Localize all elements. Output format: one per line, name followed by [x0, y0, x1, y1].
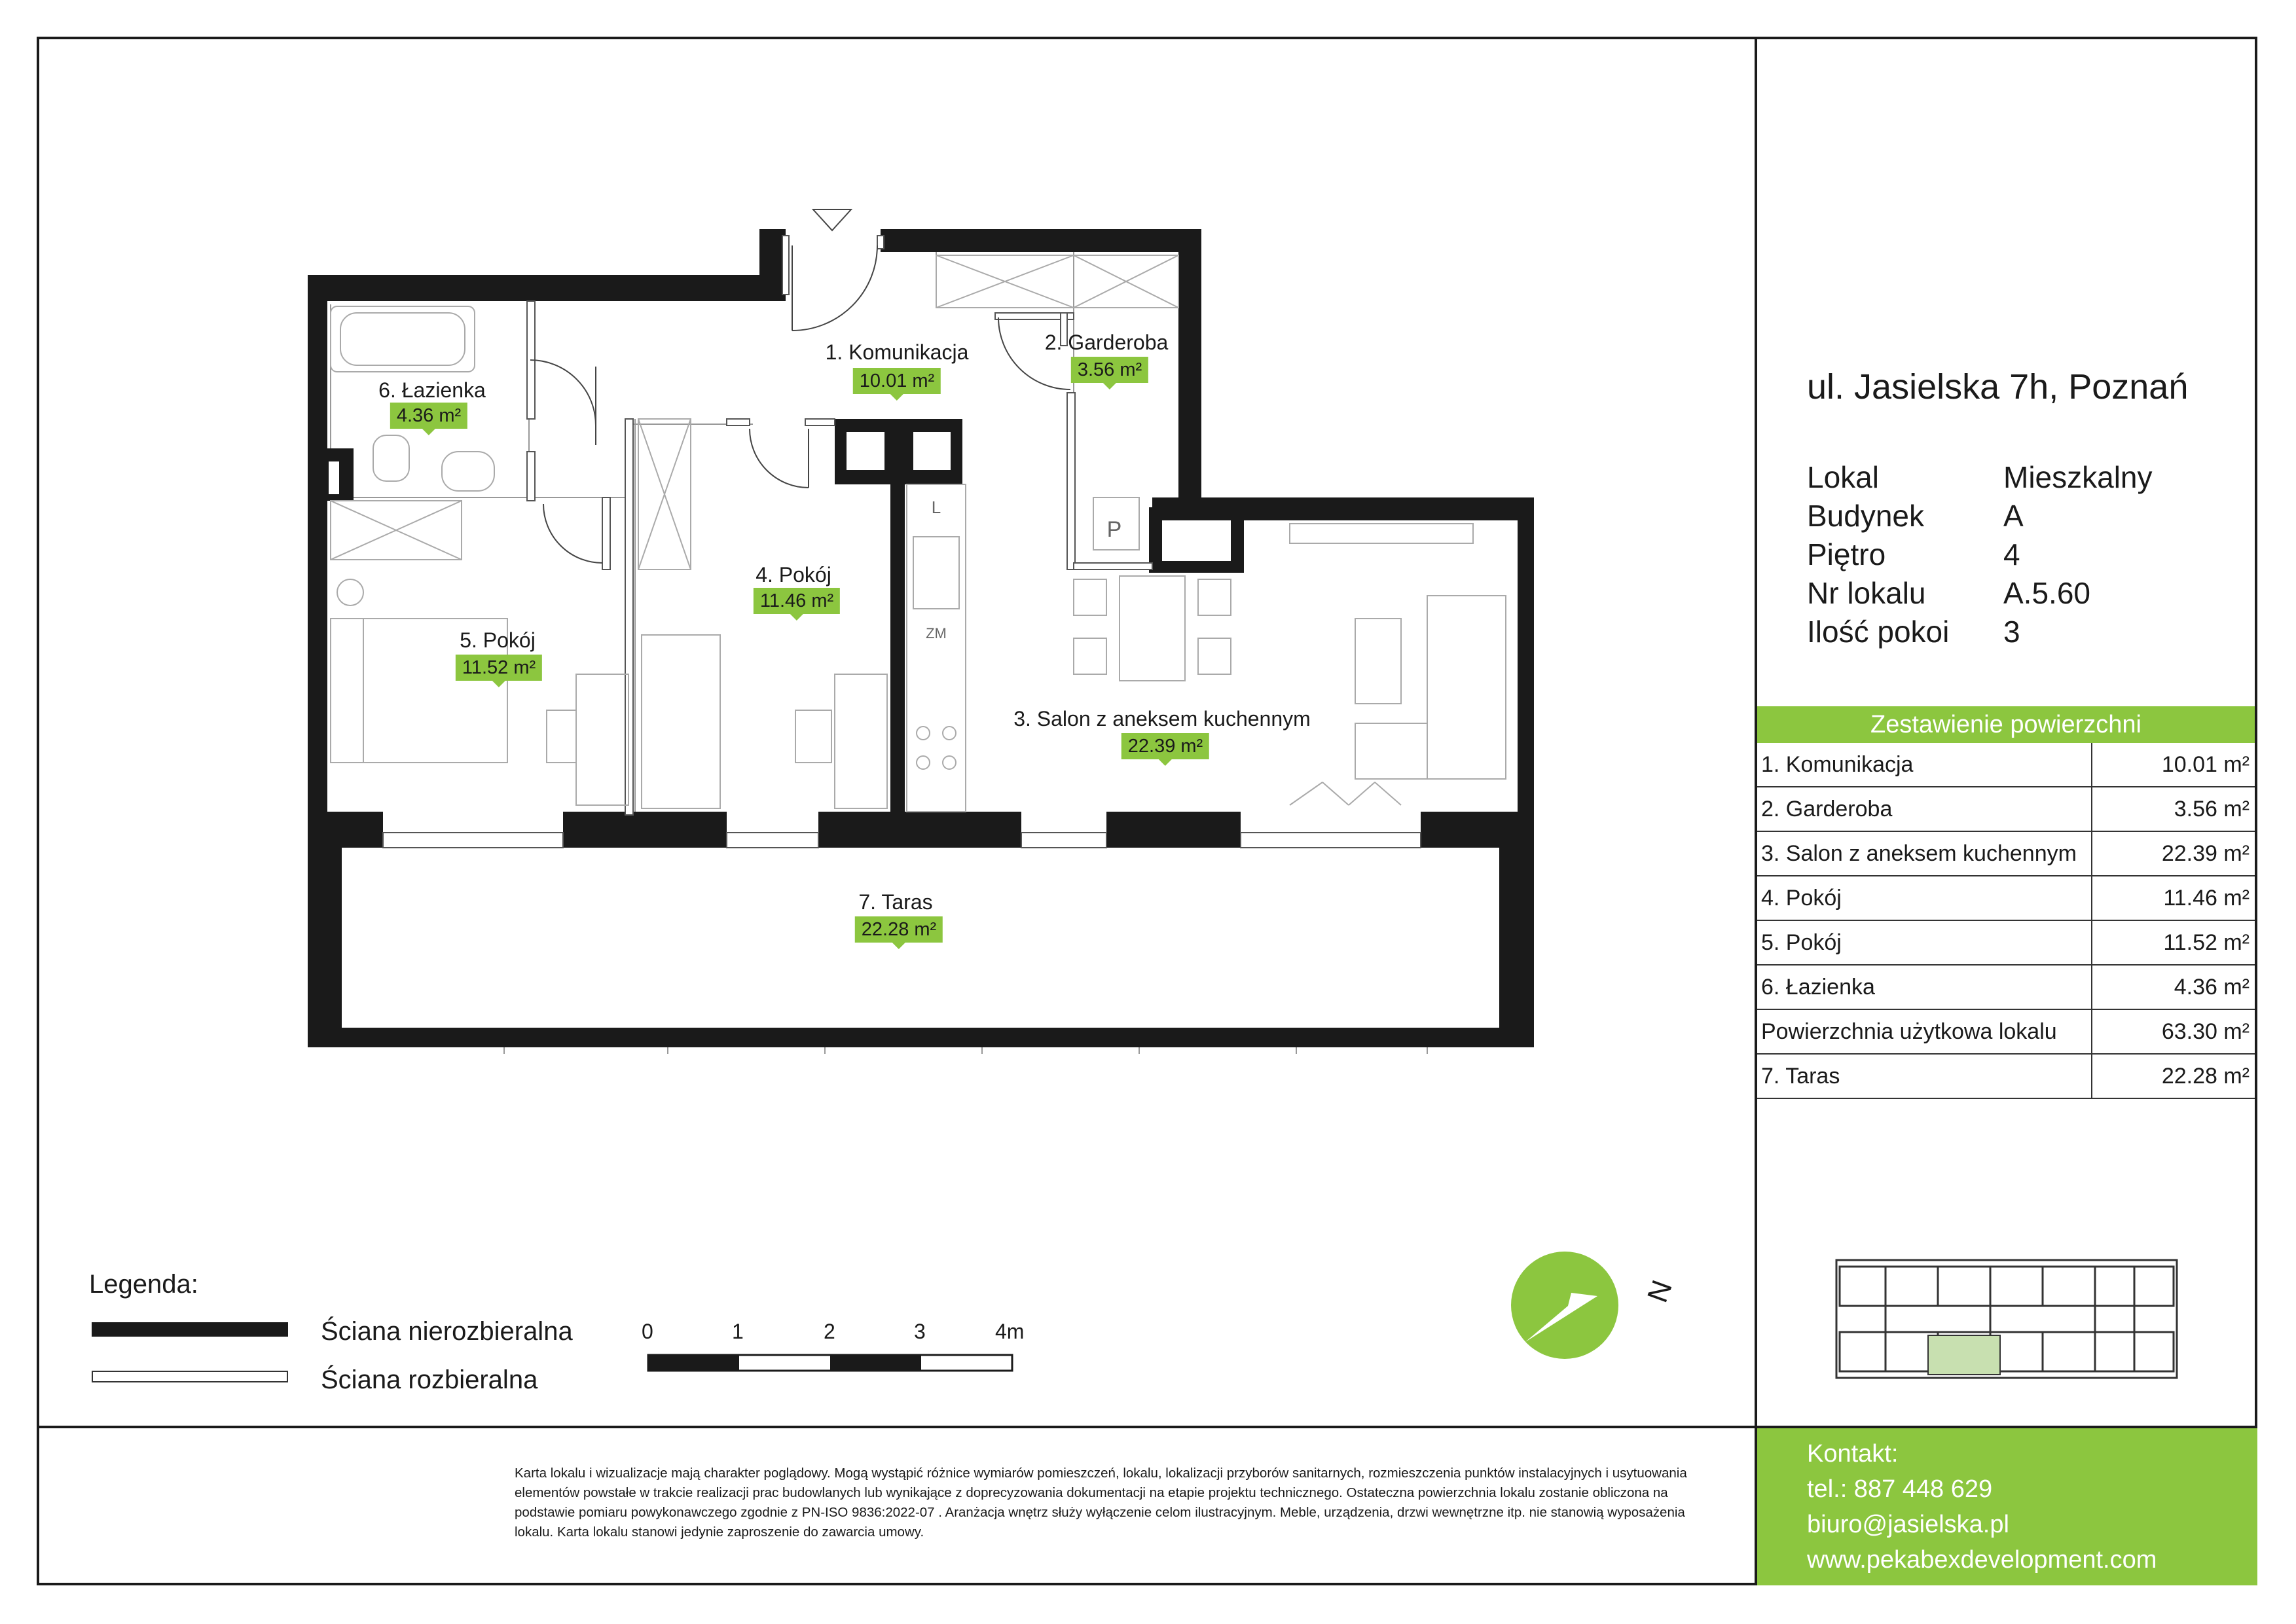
info-value: 4 — [2003, 537, 2020, 571]
table-cell-value: 63.30 m² — [2161, 1019, 2250, 1044]
disclaimer-text: Karta lokalu i wizualizacje mają charakter poglądowy. Mogą wystąpić różnice wymiarów pomieszczeń, lokalu, lokalizacji przyborów sanitarnych, rozmieszczenia punktów instalacyjnych i usytuowania elementów powstałe w trakcie realizacji prac budowlanych lub wynikające z doprecyzowania dokumentacji na etapie projektu technicznego. Ostateczna powierzchnia lokalu zostanie obliczona na podstawie pomiaru powykonawczego zgodnie z PN-ISO 9836:2022-07 . Aranżacja wnętrz służy wyłączenie celom ilustracyjnym. Meble, urządzenia, drzwi wewnętrzne itp. nie stanowią wyposażenia lokalu. Karta lokalu stanowi jedynie zaproszenie do zawarcia umowy. — [515, 1466, 1687, 1540]
room-area-taras: 22.28 m² — [855, 916, 943, 943]
info-key: Budynek — [1807, 499, 1925, 533]
legend-swatch-partition — [92, 1371, 288, 1382]
table-cell-value: 11.52 m² — [2163, 929, 2250, 955]
room-label-taras: 7. Taras — [858, 890, 933, 914]
scale-bar — [648, 1355, 1012, 1371]
table-cell-value: 4.36 m² — [2174, 974, 2250, 1000]
table-cell-name: 6. Łazienka — [1757, 965, 2092, 1009]
scale-label: 2 — [824, 1320, 835, 1343]
table-row — [1757, 787, 2255, 832]
table-cell-value: 11.46 m² — [2163, 885, 2250, 911]
table-cell-name: 2. Garderoba — [1757, 787, 2092, 831]
contact-email[interactable]: biuro@jasielska.pl — [1807, 1511, 2009, 1538]
compass-north-label: N — [1641, 1276, 1679, 1307]
compass-icon — [1511, 1252, 1618, 1359]
room-area-pokoj-5: 11.52 m² — [456, 655, 542, 681]
room-area-komunikacja: 10.01 m² — [853, 368, 941, 394]
info-value: Mieszkalny — [2003, 460, 2153, 494]
washer-mark: ZM — [926, 625, 947, 641]
scale-label: 1 — [732, 1320, 744, 1343]
legend-item: Ściana rozbieralna — [321, 1365, 538, 1394]
room-label-pokoj-4: 4. Pokój — [756, 563, 831, 586]
table-row — [1757, 1010, 2255, 1055]
table-row — [1757, 876, 2255, 921]
info-value: 3 — [2003, 615, 2020, 649]
table-row — [1757, 965, 2255, 1010]
info-row — [1807, 535, 2153, 574]
table-title: Zestawienie powierzchni — [1757, 706, 2255, 743]
table-cell-value: 3.56 m² — [2174, 796, 2250, 821]
room-area-salon: 22.39 m² — [1121, 733, 1209, 759]
table-cell-name: 3. Salon z aneksem kuchennym — [1757, 832, 2092, 875]
legend-title: Legenda: — [89, 1270, 198, 1299]
area-summary-table — [1757, 706, 2255, 1099]
room-label-pokoj-5: 5. Pokój — [460, 628, 536, 652]
key-plan-icon — [1836, 1260, 2177, 1378]
table-cell-value: 22.28 m² — [2161, 1063, 2250, 1089]
table-row — [1757, 921, 2255, 965]
contact-website[interactable]: www.pekabexdevelopment.com — [1807, 1546, 2157, 1574]
parking-mark: P — [1106, 517, 1122, 542]
table-row — [1757, 743, 2255, 787]
info-key: Ilość pokoi — [1807, 615, 1950, 649]
table-cell-name: 1. Komunikacja — [1757, 743, 2092, 786]
contact-phone[interactable]: tel.: 887 448 629 — [1807, 1475, 1993, 1503]
info-row — [1807, 497, 2153, 535]
info-value: A — [2003, 499, 2024, 533]
fridge-mark: L — [931, 497, 941, 517]
table-cell-value: 22.39 m² — [2161, 840, 2250, 866]
scale-label: 0 — [642, 1320, 653, 1343]
table-cell-name: 5. Pokój — [1757, 921, 2092, 964]
room-label-lazienka: 6. Łazienka — [378, 378, 486, 402]
info-row — [1807, 458, 2153, 497]
table-cell-name: 4. Pokój — [1757, 876, 2092, 920]
table-row — [1757, 832, 2255, 876]
room-area-garderoba: 3.56 m² — [1071, 357, 1148, 383]
info-value: A.5.60 — [2003, 576, 2090, 610]
table-cell-name: Powierzchnia użytkowa lokalu — [1757, 1010, 2092, 1053]
table-cell-value: 10.01 m² — [2161, 751, 2250, 777]
room-area-pokoj-4: 11.46 m² — [754, 588, 840, 614]
info-row — [1807, 574, 2153, 613]
room-area-lazienka: 4.36 m² — [390, 403, 467, 429]
room-label-garderoba: 2. Garderoba — [1044, 331, 1169, 354]
legend-item: Ściana nierozbieralna — [321, 1317, 573, 1346]
table-row — [1757, 1055, 2255, 1099]
address: ul. Jasielska 7h, Poznań — [1807, 367, 2189, 406]
scale-label: 4m — [995, 1320, 1025, 1343]
room-label-komunikacja: 1. Komunikacja — [825, 340, 969, 364]
info-key: Piętro — [1807, 537, 1886, 571]
room-label-salon: 3. Salon z aneksem kuchennym — [1013, 707, 1311, 731]
legend-swatch-load-bearing — [92, 1322, 288, 1337]
info-row — [1807, 613, 2153, 651]
contact-panel — [1757, 1428, 2257, 1585]
contact-title: Kontakt: — [1807, 1440, 1899, 1468]
info-key: Nr lokalu — [1807, 576, 1926, 610]
unit-info — [1807, 458, 2153, 651]
info-key: Lokal — [1807, 460, 1879, 494]
scale-label: 3 — [914, 1320, 926, 1343]
table-cell-name: 7. Taras — [1757, 1055, 2092, 1098]
